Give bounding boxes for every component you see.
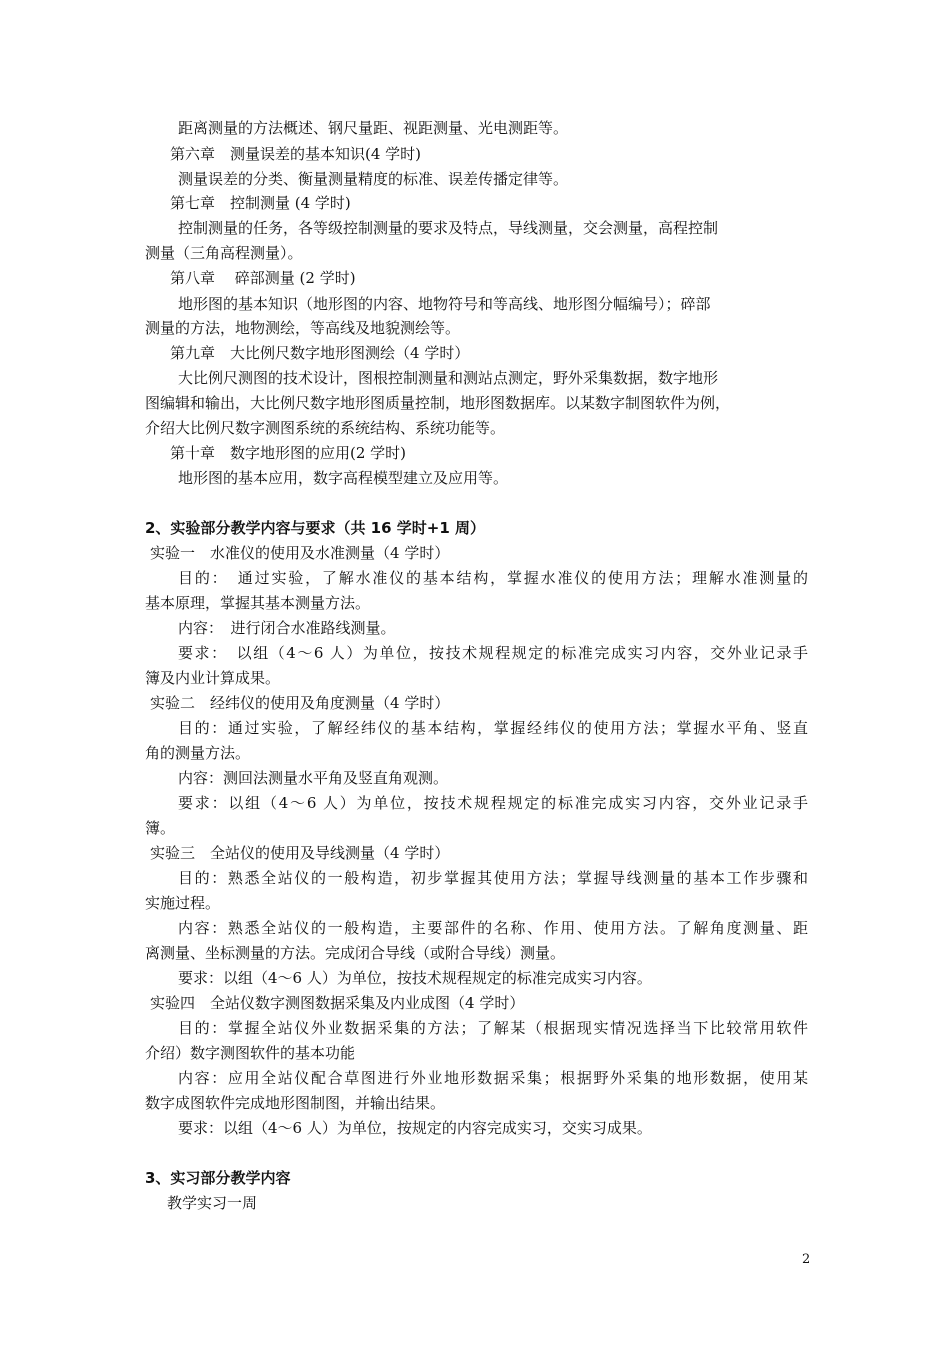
section2-heading: 2、实验部分教学内容与要求（共 16 学时+1 周） bbox=[145, 519, 485, 537]
chapter5-content: 距离测量的方法概述、钢尺量距、视距测量、光电测距等。 bbox=[178, 119, 569, 137]
section3-heading: 3、实习部分教学内容 bbox=[145, 1169, 291, 1187]
experiment3-heading: 实验三 全站仪的使用及导线测量（4 学时） bbox=[150, 844, 450, 862]
experiment4-purpose-line2: 介绍）数字测图软件的基本功能 bbox=[145, 1044, 356, 1062]
experiment1-purpose-line2: 基本原理，掌握其基本测量方法。 bbox=[145, 594, 371, 612]
experiment3-content-line2: 离测量、坐标测量的方法。完成闭合导线（或附合导线）测量。 bbox=[145, 944, 566, 962]
experiment3-purpose-line1: 目的：熟悉全站仪的一般构造，初步掌握其使用方法；掌握导线测量的基本工作步骤和 bbox=[178, 869, 808, 887]
experiment2-requirement-line1: 要求：以组（4～6 人）为单位，按技术规程规定的标准完成实习内容，交外业记录手 bbox=[178, 794, 808, 812]
experiment1-purpose-line1: 目的： 通过实验，了解水准仪的基本结构，掌握水准仪的使用方法；理解水准测量的 bbox=[178, 569, 808, 587]
experiment3-content-line1: 内容：熟悉全站仪的一般构造，主要部件的名称、作用、使用方法。了解角度测量、距 bbox=[178, 919, 808, 937]
experiment2-heading: 实验二 经纬仪的使用及角度测量（4 学时） bbox=[150, 694, 450, 712]
page-number: 2 bbox=[802, 1252, 811, 1267]
chapter8-heading: 第八章 碎部测量 (2 学时) bbox=[170, 269, 356, 287]
experiment1-heading: 实验一 水准仪的使用及水准测量（4 学时） bbox=[150, 544, 450, 562]
chapter9-content-line1: 大比例尺测图的技术设计，图根控制测量和测站点测定，野外采集数据，数字地形 bbox=[178, 369, 719, 387]
experiment2-purpose-line1: 目的：通过实验，了解经纬仪的基本结构，掌握经纬仪的使用方法；掌握水平角、竖直 bbox=[178, 719, 808, 737]
experiment4-heading: 实验四 全站仪数字测图数据采集及内业成图（4 学时） bbox=[150, 994, 525, 1012]
chapter7-heading: 第七章 控制测量 (4 学时) bbox=[170, 194, 351, 212]
experiment2-requirement-line2: 簿。 bbox=[145, 819, 176, 837]
chapter7-content-line1: 控制测量的任务，各等级控制测量的要求及特点，导线测量，交会测量，高程控制 bbox=[178, 219, 719, 237]
experiment4-purpose-line1: 目的：掌握全站仪外业数据采集的方法；了解某（根据现实情况选择当下比较常用软件 bbox=[178, 1019, 808, 1037]
section3-content: 教学实习一周 bbox=[167, 1194, 258, 1212]
chapter9-content-line3: 介绍大比例尺数字测图系统的系统结构、系统功能等。 bbox=[145, 419, 506, 437]
experiment1-requirement-line2: 簿及内业计算成果。 bbox=[145, 669, 281, 687]
chapter7-content-line2: 测量（三角高程测量）。 bbox=[145, 244, 303, 262]
chapter9-content-line2: 图编辑和输出，大比例尺数字地形图质量控制，地形图数据库。以某数字制图软件为例， bbox=[145, 394, 731, 412]
experiment4-requirement: 要求：以组（4～6 人）为单位，按规定的内容完成实习，交实习成果。 bbox=[178, 1119, 652, 1137]
chapter6-heading: 第六章 测量误差的基本知识(4 学时) bbox=[170, 145, 422, 163]
experiment2-purpose-line2: 角的测量方法。 bbox=[145, 744, 251, 762]
chapter10-content: 地形图的基本应用，数字高程模型建立及应用等。 bbox=[178, 469, 509, 487]
chapter8-content-line1: 地形图的基本知识（地形图的内容、地物符号和等高线、地形图分幅编号）；碎部 bbox=[178, 295, 711, 313]
experiment1-requirement-line1: 要求： 以组（4～6 人）为单位，按技术规程规定的标准完成实习内容，交外业记录手 bbox=[178, 644, 808, 662]
experiment4-content-line1: 内容：应用全站仪配合草图进行外业地形数据采集；根据野外采集的地形数据，使用某 bbox=[178, 1069, 808, 1087]
experiment1-content: 内容： 进行闭合水准路线测量。 bbox=[178, 619, 396, 637]
chapter10-heading: 第十章 数字地形图的应用(2 学时) bbox=[170, 444, 407, 462]
chapter8-content-line2: 测量的方法，地物测绘，等高线及地貌测绘等。 bbox=[145, 319, 461, 337]
experiment3-purpose-line2: 实施过程。 bbox=[145, 894, 221, 912]
experiment4-content-line2: 数字成图软件完成地形图制图，并输出结果。 bbox=[145, 1094, 446, 1112]
experiment3-requirement: 要求：以组（4～6 人）为单位，按技术规程规定的标准完成实习内容。 bbox=[178, 969, 652, 987]
chapter6-content: 测量误差的分类、衡量测量精度的标准、误差传播定律等。 bbox=[178, 170, 569, 188]
chapter9-heading: 第九章 大比例尺数字地形图测绘（4 学时） bbox=[170, 344, 470, 362]
experiment2-content: 内容：测回法测量水平角及竖直角观测。 bbox=[178, 769, 449, 787]
